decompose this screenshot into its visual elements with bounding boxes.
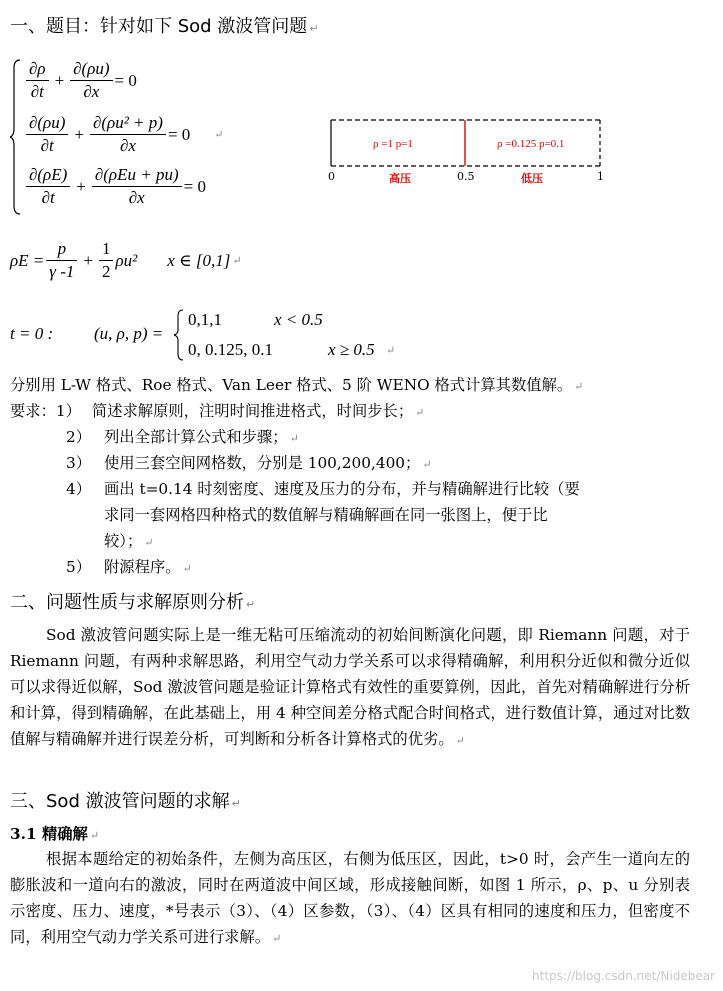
list-item-continuation: 较）； ↵ (104, 532, 154, 550)
shock-tube-diagram (325, 112, 615, 192)
list-item: 4） 画出 t=0.14 时刻密度、速度及压力的分布，并与精确解进行比较（要 (66, 480, 580, 498)
paragraph-mark-icon: ↵ (309, 22, 319, 35)
paragraph-mark-icon: ↵ (246, 598, 256, 611)
section3-title: 三、Sod 激波管问题的求解 ↵ (10, 791, 241, 812)
paragraph-mark-icon: ↵ (272, 932, 282, 945)
paragraph-mark-icon: ↵ (232, 255, 242, 267)
paragraph-mark-icon: ↵ (89, 829, 100, 842)
section2-paragraph: Sod 激波管问题实际上是一维无粘可压缩流动的初始间断演化问题，即 Riemann 问题，对于 Riemann 问题，有两种求解思路，利用空气动力学关系可以求得精确解，利用积分近似和微分近似可以求得近似解，Sod 激波管问题是验证计算格式有效性的重要算例，因此，首先对精确解进行分析和计算，得到精确解，在此基础上，用 4 种空间差分格式配合时间格式，进行数值计算，通过对比数值解与精确解并进行误差分析，可判断和分析各计算格式的优劣。 ↵ (10, 626, 690, 748)
paragraph-mark-icon: ↵ (455, 734, 465, 747)
paragraph-mark-icon: ↵ (386, 345, 396, 357)
list-item: 要求：1） 简述求解原则，注明时间推进格式，时间步长； ↵ (10, 402, 425, 420)
equation-momentum: $\frac{\partial(\rho u)}{\partial t}$ + $\frac{\text{∂(ρu² + p)}}{\partial x}$ = 0 ↵ (24, 112, 224, 157)
left-state-label: ρ =1 p=1 (373, 138, 413, 150)
paragraph-mark-icon: ↵ (289, 432, 299, 445)
section2-title: 二、问题性质与求解原则分析 ↵ (10, 592, 256, 613)
paragraph-mark-icon: ↵ (422, 458, 432, 471)
paragraph-mark-icon: ↵ (182, 562, 192, 575)
equation-energy: $\frac{\partial(\rho E)}{\partial t}$ + $\frac{\text{∂(ρEu + pu)}}{\partial x}$ = 0 (24, 164, 206, 209)
tick-1: 1 (597, 170, 604, 183)
list-item: 5） 附源程序。 ↵ (66, 558, 192, 576)
watermark: https://blog.csdn.net/Nidebear (532, 969, 715, 983)
paragraph-mark-icon: ↵ (574, 380, 584, 393)
right-state-label: ρ =0.125 p=0.1 (497, 138, 565, 150)
tick-mid: 0.5 (457, 170, 475, 183)
initial-condition: t = 0 : (u, ρ, p) = 0,1,1 x < 0.5 0, 0.125, 0.1 x ≥ 0.5 ↵ (10, 308, 410, 364)
left-brace-icon (10, 58, 22, 216)
paragraph-mark-icon: ↵ (231, 797, 241, 810)
low-pressure-label: 低压 (521, 172, 543, 185)
energy-relation: ρE = $\frac{p}{\gamma -1}$ + $\frac{1}{2}$ ρu² x ∈ [0,1] ↵ (10, 239, 242, 281)
tick-0: 0 (328, 170, 335, 183)
section1-title: 一、题目：针对如下 Sod 激波管问题 ↵ (10, 16, 319, 37)
equation-system (10, 58, 320, 218)
section3-paragraph: 根据本题给定的初始条件，左侧为高压区，右侧为低压区，因此，t>0 时，会产生一道向左的膨胀波和一道向右的激波，同时在两道波中间区域，形成接触间断，如图 1 所示，ρ、p、u 分别表示密度、压力、速度，*号表示（3）、（4）区参数，（3）、（4）区具有相同的速度和压力，但密度不同，利用空气动力学关系可进行求解。 ↵ (10, 850, 690, 946)
paragraph-mark-icon: ↵ (214, 129, 224, 141)
high-pressure-label: 高压 (389, 172, 411, 185)
case-brace-icon (174, 308, 184, 362)
list-item-continuation: 求同一套网格四种格式的数值解与精确解画在同一张图上，便于比 (104, 506, 548, 524)
section3-subtitle: 3.1 精确解 ↵ (10, 825, 100, 843)
list-item: 2） 列出全部计算公式和步骤； ↵ (66, 428, 299, 446)
paragraph-mark-icon: ↵ (415, 406, 425, 419)
list-item: 3） 使用三套空间网格数，分别是 100,200,400； ↵ (66, 454, 432, 472)
requirements-intro: 分别用 L-W 格式、Roe 格式、Van Leer 格式、5 阶 WENO 格式计算其数值解。 ↵ (10, 376, 584, 394)
paragraph-mark-icon: ↵ (144, 536, 154, 549)
equation-mass: $\frac{\partial\rho}{\partial t}$ + $\frac{\partial(\rho u)}{\partial x}$ = 0 (24, 58, 137, 103)
